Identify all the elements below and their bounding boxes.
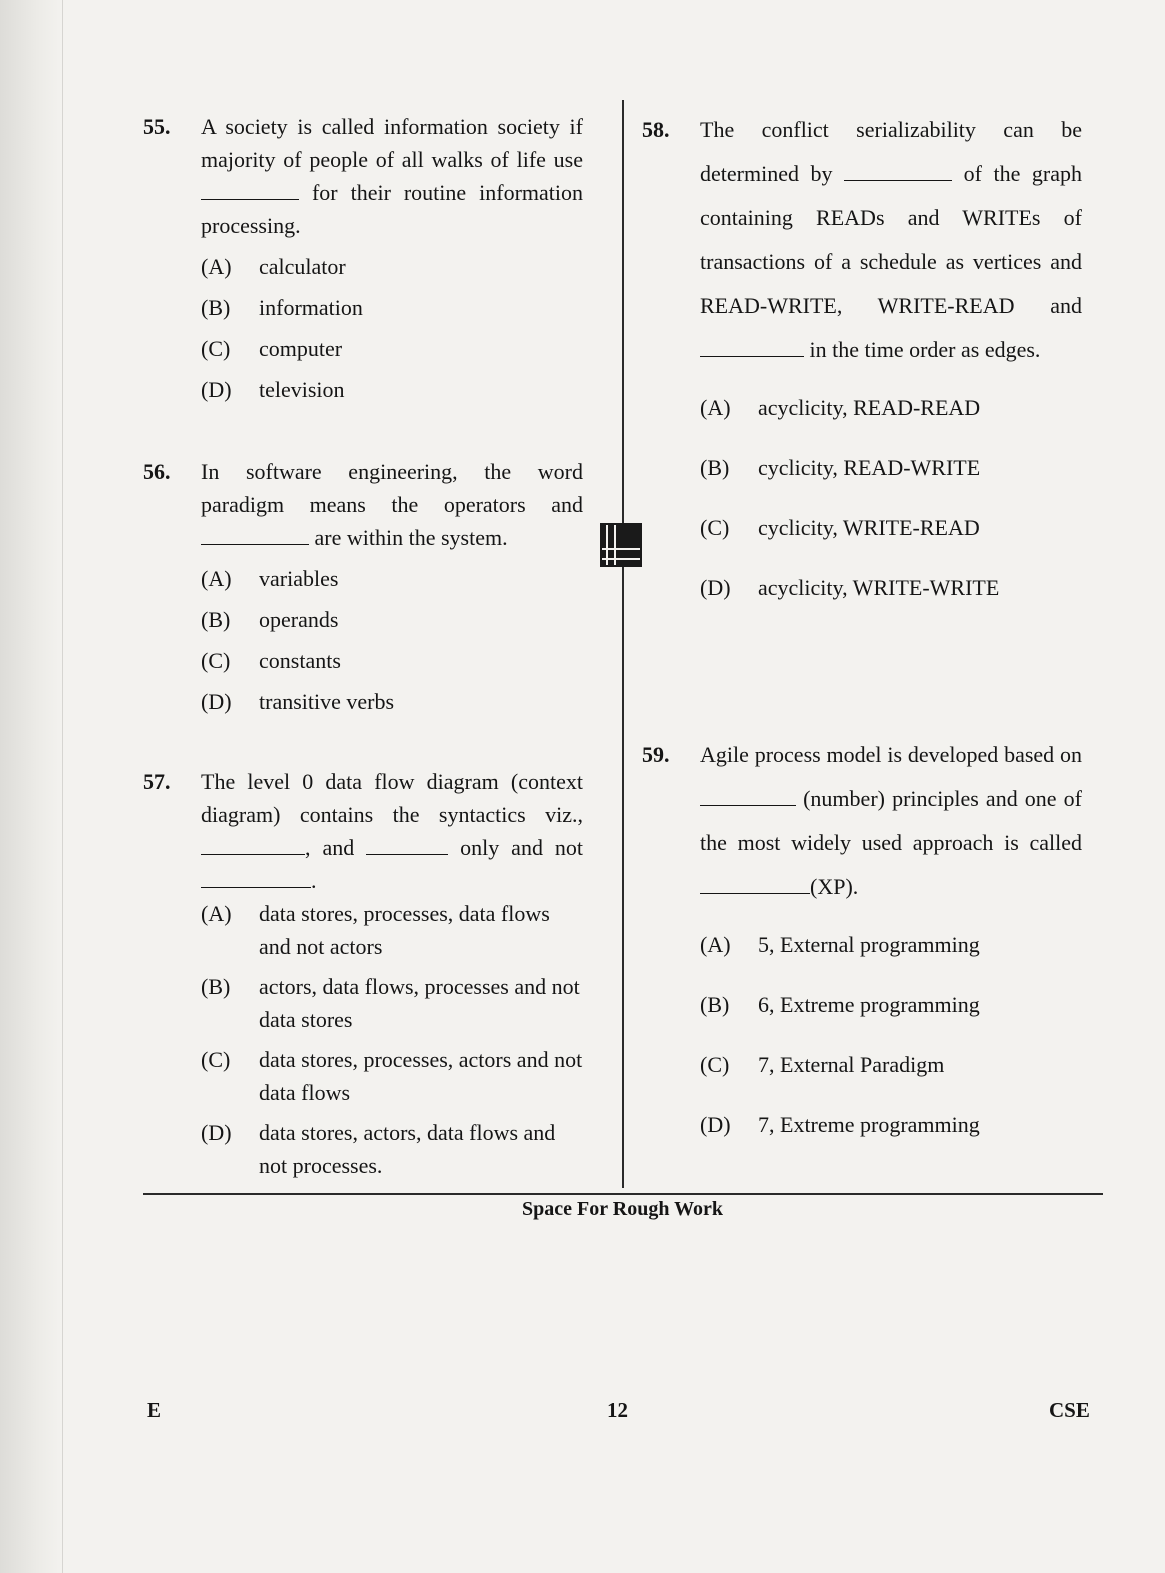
answer-blank (700, 783, 796, 806)
question-55 (143, 110, 583, 406)
question-number: 57. (143, 769, 171, 794)
option-d: (D) transitive verbs (201, 689, 395, 714)
question-text: The conflict serializability can be determined by of the graph containing READs and WRITEs of transactions of a schedule as vertices and READ-WRITE, WRITE-READ and in the time order as edges. (700, 117, 1082, 362)
question-text: Agile process model is developed based on (number) principles and one of the most widely used approach is called (XP). (700, 742, 1082, 899)
option-a: (A) variables (201, 566, 339, 591)
answer-blank (844, 158, 952, 181)
answer-blank (201, 522, 309, 545)
option-a: (A) data stores, processes, data flows and not actors (201, 901, 550, 959)
question-text: In software engineering, the word paradigm means the operators and are within the system. (201, 459, 583, 550)
answer-blank (700, 334, 804, 357)
answer-blank (201, 865, 311, 888)
option-d: (D) data stores, actors, data flows and not processes. (201, 1120, 556, 1178)
option-a: (A) 5, External programming (700, 932, 980, 957)
rough-work-label: Space For Rough Work (522, 1198, 723, 1220)
question-number: 55. (143, 114, 171, 139)
option-a: (A) calculator (201, 254, 346, 279)
option-c: (C) cyclicity, WRITE-READ (700, 515, 980, 540)
footer-left: E (147, 1398, 162, 1422)
option-c: (C) computer (201, 336, 343, 361)
answer-blank (201, 832, 305, 855)
question-number: 56. (143, 459, 171, 484)
column-divider (622, 100, 624, 1188)
footer-right: CSE (1049, 1398, 1090, 1422)
option-b: (B) 6, Extreme programming (700, 992, 980, 1017)
option-c: (C) constants (201, 648, 341, 673)
option-b: (B) actors, data flows, processes and not data stores (201, 974, 580, 1032)
option-d: (D) acyclicity, WRITE-WRITE (700, 575, 1000, 600)
option-b: (B) cyclicity, READ-WRITE (700, 455, 981, 480)
option-a: (A) acyclicity, READ-READ (700, 395, 981, 420)
answer-blank (366, 832, 448, 855)
question-text: A society is called information society if majority of people of all walks of life use for their routine information processing. (201, 114, 584, 238)
option-d: (D) 7, Extreme programming (700, 1112, 980, 1137)
question-text: The level 0 data flow diagram (context diagram) contains the syntactics viz., , and only and not . (201, 769, 584, 893)
question-56 (143, 455, 583, 718)
qr-code-icon (600, 523, 642, 567)
option-c: (C) data stores, processes, actors and not data flows (201, 1047, 583, 1105)
question-57 (143, 765, 583, 1182)
option-d: (D) television (201, 377, 345, 402)
question-58 (642, 108, 1082, 610)
answer-blank (201, 177, 299, 200)
page-binding-edge (0, 0, 63, 1573)
option-c: (C) 7, External Paradigm (700, 1052, 945, 1077)
question-59 (642, 733, 1082, 1147)
page-number: 12 (607, 1398, 628, 1422)
option-b: (B) information (201, 295, 363, 320)
question-number: 58. (642, 117, 670, 142)
question-number: 59. (642, 742, 670, 767)
answer-blank (700, 871, 810, 894)
rough-work-rule (143, 1193, 1103, 1195)
option-b: (B) operands (201, 607, 339, 632)
